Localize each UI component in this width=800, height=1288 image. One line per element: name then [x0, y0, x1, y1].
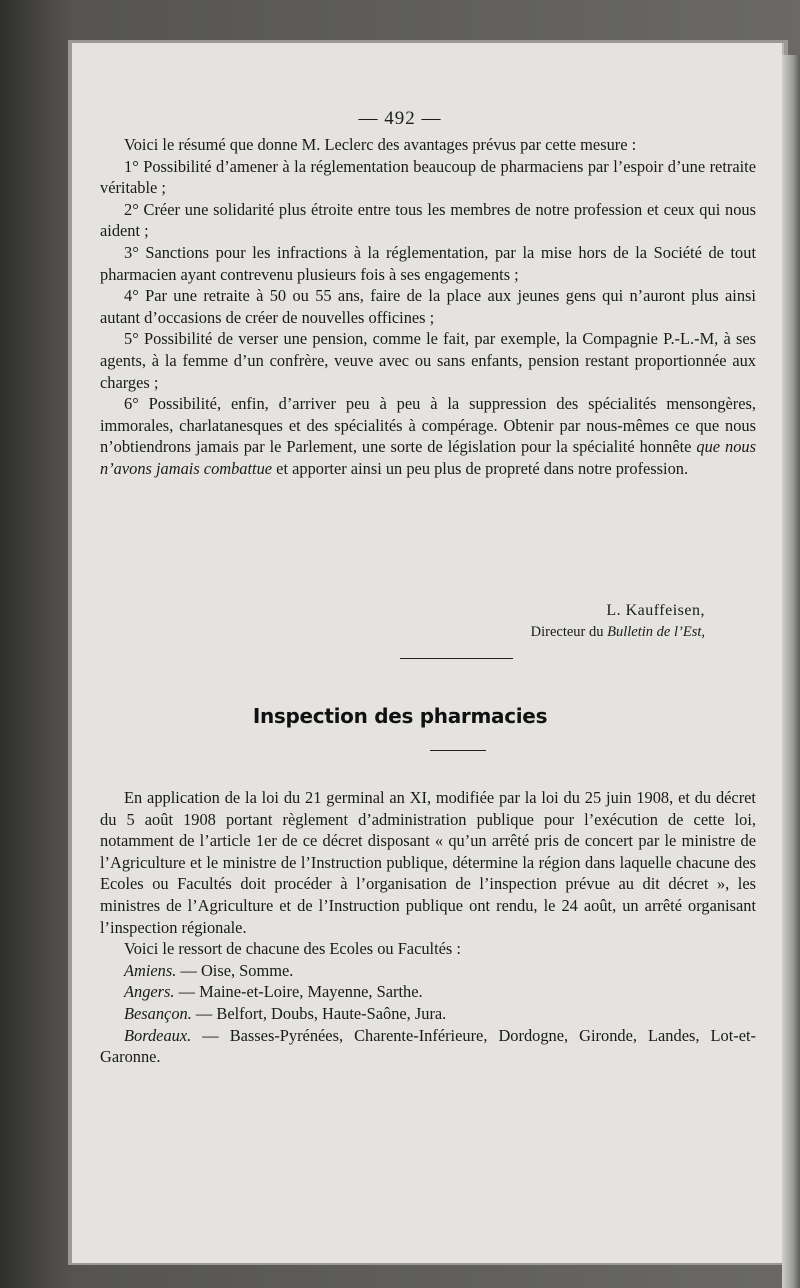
- ressort-city: Amiens.: [124, 960, 177, 980]
- ressort-city: Bordeaux.: [124, 1025, 192, 1045]
- point6-text-italic: que nous n’avons jamais combattue: [100, 437, 756, 478]
- signature-name: L. Kauffeisen,: [606, 602, 705, 619]
- book-edge: [782, 55, 800, 1288]
- separator-rule: [400, 658, 513, 659]
- list-item: 1° Possibilité d’amener à la réglementation beaucoup de pharmaciens par l’espoir d’une retraite véritable ;: [100, 156, 756, 198]
- point6-text-start: 6° Possibilité, enfin, d’arriver peu à peu à la suppression des spécialités mensongères, immorales, charlatanesques et des spécialités à compérage. Obtenir par nous-mêmes ce que nous n’obtiendrons jamais par le Parlement, une sorte de législation pour la spécialité honnête: [100, 394, 756, 457]
- ressort-regions: — Maine-et-Loire, Mayenne, Sarthe.: [174, 982, 423, 1002]
- list-item: [100, 393, 756, 479]
- signature: [531, 600, 705, 642]
- list-item: 5° Possibilité de verser une pension, comme le fait, par exemple, la Compagnie P.-L.-M, à ses agents, à la femme d’un confrère, veuve avec ou sans enfants, pension restant proportionnée aux charges ;: [100, 329, 756, 392]
- ressort-item: [100, 981, 756, 1003]
- ressort-city: Angers.: [124, 982, 175, 1002]
- ressort-regions: — Belfort, Doubs, Haute-Saône, Jura.: [191, 1003, 447, 1023]
- list-item: 3° Sanctions pour les infractions à la réglementation, par la mise hors de la Société de tout pharmacien ayant contrevenu plusieurs fois à ses engagements ;: [100, 242, 756, 284]
- section-text: [100, 787, 756, 1068]
- signature-role-prefix: Directeur du: [530, 624, 608, 640]
- ressort-city: Besançon.: [124, 1003, 192, 1023]
- ressort-intro: Voici le ressort de chacune des Ecoles ou Facultés :: [124, 939, 461, 959]
- ressort-item: [100, 1003, 756, 1025]
- title-underline: [430, 750, 486, 751]
- ressort-item: [100, 960, 756, 982]
- signature-role-italic: Bulletin de l’Est,: [607, 624, 705, 640]
- intro-paragraph: Voici le résumé que donne M. Leclerc des avantages prévus par cette mesure :: [124, 135, 637, 154]
- ressort-regions: — Oise, Somme.: [176, 960, 294, 980]
- page-number: — 492 —: [358, 108, 442, 129]
- section-title: Inspection des pharmacies: [252, 704, 548, 728]
- list-item: 2° Créer une solidarité plus étroite entre tous les membres de notre profession et ceux qui nous aident ;: [100, 199, 756, 241]
- signature-role: [531, 622, 705, 642]
- main-text: [100, 134, 756, 480]
- list-item: 4° Par une retraite à 50 ou 55 ans, faire de la place aux jeunes gens qui n’auront plus ainsi autant d’occasions de créer de nouvelles officines ;: [100, 286, 756, 327]
- ressort-regions: — Basses-Pyrénées, Charente-Inférieure, Dordogne, Gironde, Landes, Lot-et-Garonne.: [100, 1025, 756, 1067]
- ressort-item: [100, 1025, 756, 1068]
- section-paragraph: En application de la loi du 21 germinal an XI, modifiée par la loi du 25 juin 1908, et du décret du 5 août 1908 portant règlement d’administration publique pour l’exécution de cette loi, notamment de l’article 1er de ce décret disposant « qu’un arrêté pris de concert par le ministre de l’Agriculture et le ministre de l’Instruction publique, détermine la région dans laquelle chacune des Ecoles ou Facultés doit procéder à l’organisation de l’inspection prévue au dit décret », les ministres de l’Agriculture et de l’Instruction publique ont rendu, le 24 août, un arrêté organisant l’inspection régionale.: [100, 788, 756, 937]
- point6-text-end: et apporter ainsi un peu plus de propreté dans notre profession.: [272, 458, 689, 478]
